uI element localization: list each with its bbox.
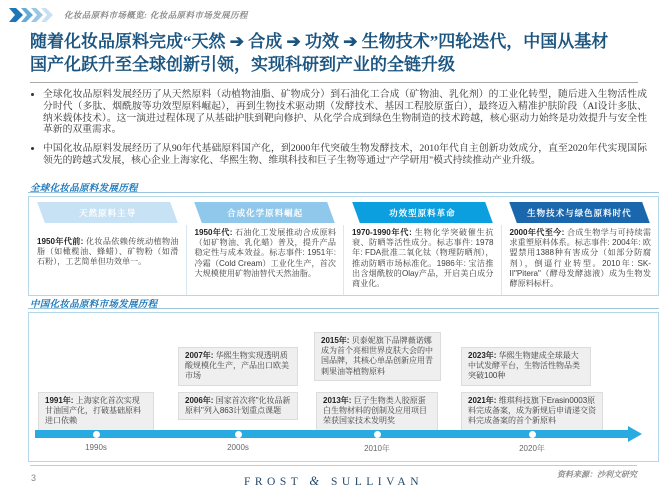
chevron-decoration-icon — [9, 8, 57, 22]
phase-lead: 2000年代至今: — [509, 228, 565, 237]
phase-text-row — [29, 225, 658, 295]
event-text: 上海家化首次实现甘油国产化，打破基础原料进口依赖 — [45, 396, 141, 426]
global-section-underline — [28, 192, 659, 193]
phase-banner-cell — [501, 202, 658, 223]
china-section-label: 中国化妆品原料市场发展历程 — [30, 300, 158, 310]
phase-body: 生物化学突破催生抗衰、防晒等活性成分。标志事件: 1978年: FDA批准二氧化钛（物理防晒剂），推动防晒市场标准化。1986年: 宝洁推出含烟酰胺的Olay产品，开启美白成分商业化。 — [352, 228, 494, 289]
source-note: 资料来源：沙利文研究 — [557, 470, 637, 479]
phase-banner-label: 合成化学原料崛起 — [226, 207, 303, 218]
page-title — [30, 31, 642, 76]
event-text: 华熙生物实现透明质酸规模化生产，产品出口欧美市场 — [185, 351, 289, 381]
timeline-dot-2010s — [374, 431, 381, 438]
era-label-2000s: 2000s — [227, 443, 249, 452]
era-label-2010s: 2010年 — [364, 444, 390, 453]
phase-text-biotech — [501, 225, 659, 295]
timeline-event-2007 — [178, 347, 298, 386]
logo-word-frost: FROST — [243, 476, 303, 488]
phase-banner-synthetic — [194, 202, 335, 223]
era-label-1990s: 1990s — [85, 443, 107, 452]
phase-banner-cell — [186, 202, 343, 223]
timeline-event-2023 — [461, 347, 591, 386]
phase-text-synthetic — [186, 225, 344, 295]
logo-word-sullivan: SULLIVAN — [331, 476, 424, 488]
event-text: 维琪科技旗下Erasin0003原料完成备案，成为新规后申请递交资料完成备案的首个新原料 — [468, 396, 596, 426]
timeline-event-2006 — [178, 392, 298, 420]
event-text: 国家首次将"化妆品新原料"列入863计划重点课题 — [185, 396, 291, 416]
timeline-event-2015 — [314, 332, 441, 381]
bullet-china-history: • 中国化妆品原料发展经历了从90年代基础原料国产化，到2000年代突破生物发酵技术，2010年代自主创新功效成分，直至2020年代实现国际领先的跨越式发展，核心企业上海家化、华熙生物、维琪科技和巨子生物等通过"产学研用"模式持续推动产业升级。 — [43, 143, 647, 167]
breadcrumb: 化妆品原料市场概览: 化妆品原料市场发展历程 — [64, 10, 248, 20]
page-title-line1: 随着化妆品原料完成“天然 ➔ 合成 ➔ 功效 ➔ 生物技术”四轮迭代，中国从基材 — [30, 32, 609, 51]
phase-text-natural — [29, 225, 186, 295]
timeline-event-1991 — [38, 392, 154, 431]
phase-banner-cell — [344, 202, 501, 223]
event-text: 华熙生物建成全球最大中试发酵平台，生物活性物品类突破100种 — [468, 351, 580, 381]
phase-banner-natural — [37, 202, 178, 223]
phase-banner-efficacy — [352, 202, 493, 223]
event-year: 2023年: — [468, 351, 497, 360]
phase-text-efficacy — [343, 225, 501, 295]
phase-banner-label: 功效型原料革命 — [388, 207, 456, 218]
event-year: 2015年: — [321, 336, 350, 345]
page-number: 3 — [31, 473, 37, 483]
timeline-dot-2000s — [235, 431, 242, 438]
event-year: 2013年: — [323, 396, 352, 405]
footer-divider — [30, 465, 637, 466]
china-timeline-panel — [28, 312, 659, 462]
event-text: 贝泰妮旗下品牌薇诺娜成为首个亮相世界皮肤大会的中国品牌，其核心单品创新应用青刺果油等植物原料 — [321, 336, 433, 376]
era-label-2020s: 2020年 — [519, 444, 545, 453]
phase-lead: 1950年代前: — [37, 237, 84, 246]
event-year: 1991年: — [45, 396, 74, 405]
timeline-event-2013 — [316, 392, 438, 431]
timeline-dot-1990s — [93, 431, 100, 438]
page-title-line2: 国产化跃升至全球创新引领，实现科研到产业的全链升级 — [30, 54, 455, 74]
phase-body: 合成生物学与可持续需求重塑原料体系。标志事件: 2004年: 欧盟禁用1388种有害成分（如部分防腐剂），倒逼行业转型。2010年: SK-II"Pitera"（酵母发酵滤液）成为生物发酵原料标杆。 — [509, 228, 652, 289]
timeline-event-2021 — [461, 392, 603, 431]
event-year: 2007年: — [185, 351, 214, 360]
kicker-row — [9, 8, 248, 22]
timeline-axis — [35, 430, 629, 438]
title-divider — [30, 82, 638, 83]
logo-ampersand: & — [309, 474, 324, 488]
event-year: 2006年: — [185, 396, 214, 405]
global-section-label: 全球化妆品原料发展历程 — [30, 184, 138, 194]
phase-lead: 1950年代: — [194, 228, 233, 237]
summary-bullets — [31, 89, 647, 174]
phase-lead: 1970-1990年代: — [352, 228, 412, 237]
phase-body: 化妆品依赖传统动植物油脂（如橄榄油、蜂蜡）、矿物粉（如滑石粉），工艺简单但功效单一。 — [37, 237, 179, 267]
china-section-underline — [28, 308, 659, 309]
phase-banner-biotech — [509, 202, 650, 223]
phase-body: 石油化工发展推动合成原料（如矿物油、乳化蜡）普及，提升产品稳定性与成本效益。标志事件: 1951年: 冷霜（Cold Cream）工业化生产，首次大规模使用矿物油替代天然油脂。 — [194, 228, 337, 278]
phase-banner-cell — [29, 202, 186, 223]
event-year: 2021年: — [468, 396, 497, 405]
phase-banner-label: 天然原料主导 — [79, 207, 137, 218]
event-text: 巨子生物类人胶原蛋白生物材料的创制及应用项目荣获国家技术发明奖 — [323, 396, 427, 426]
timeline-dot-2020s — [529, 431, 536, 438]
phase-banner-label: 生物技术与绿色原料时代 — [527, 207, 632, 218]
timeline-arrowhead-icon — [628, 426, 642, 442]
phase-banner-row — [29, 202, 658, 223]
global-timeline-panel — [28, 196, 659, 296]
bullet-global-history: • 全球化妆品原料发展经历了从天然原料（动植物油脂、矿物成分）到石油化工合成（矿物油、乳化剂）的工业化转型，随后进入生物活性成分时代（多肽、烟酰胺等功效型原料崛起），再到生物技术驱动期（发酵技术、基因工程胶原蛋白），最终迈入精准护肤阶段（AI设计多肽、纳米载体技术）。这一演进过程体现了从基础护肤到靶向修护、从化学合成到绿色生物制造的技术跨越，核心驱动力始终是功效提升与安全性革新的双重需求。 — [43, 89, 647, 136]
